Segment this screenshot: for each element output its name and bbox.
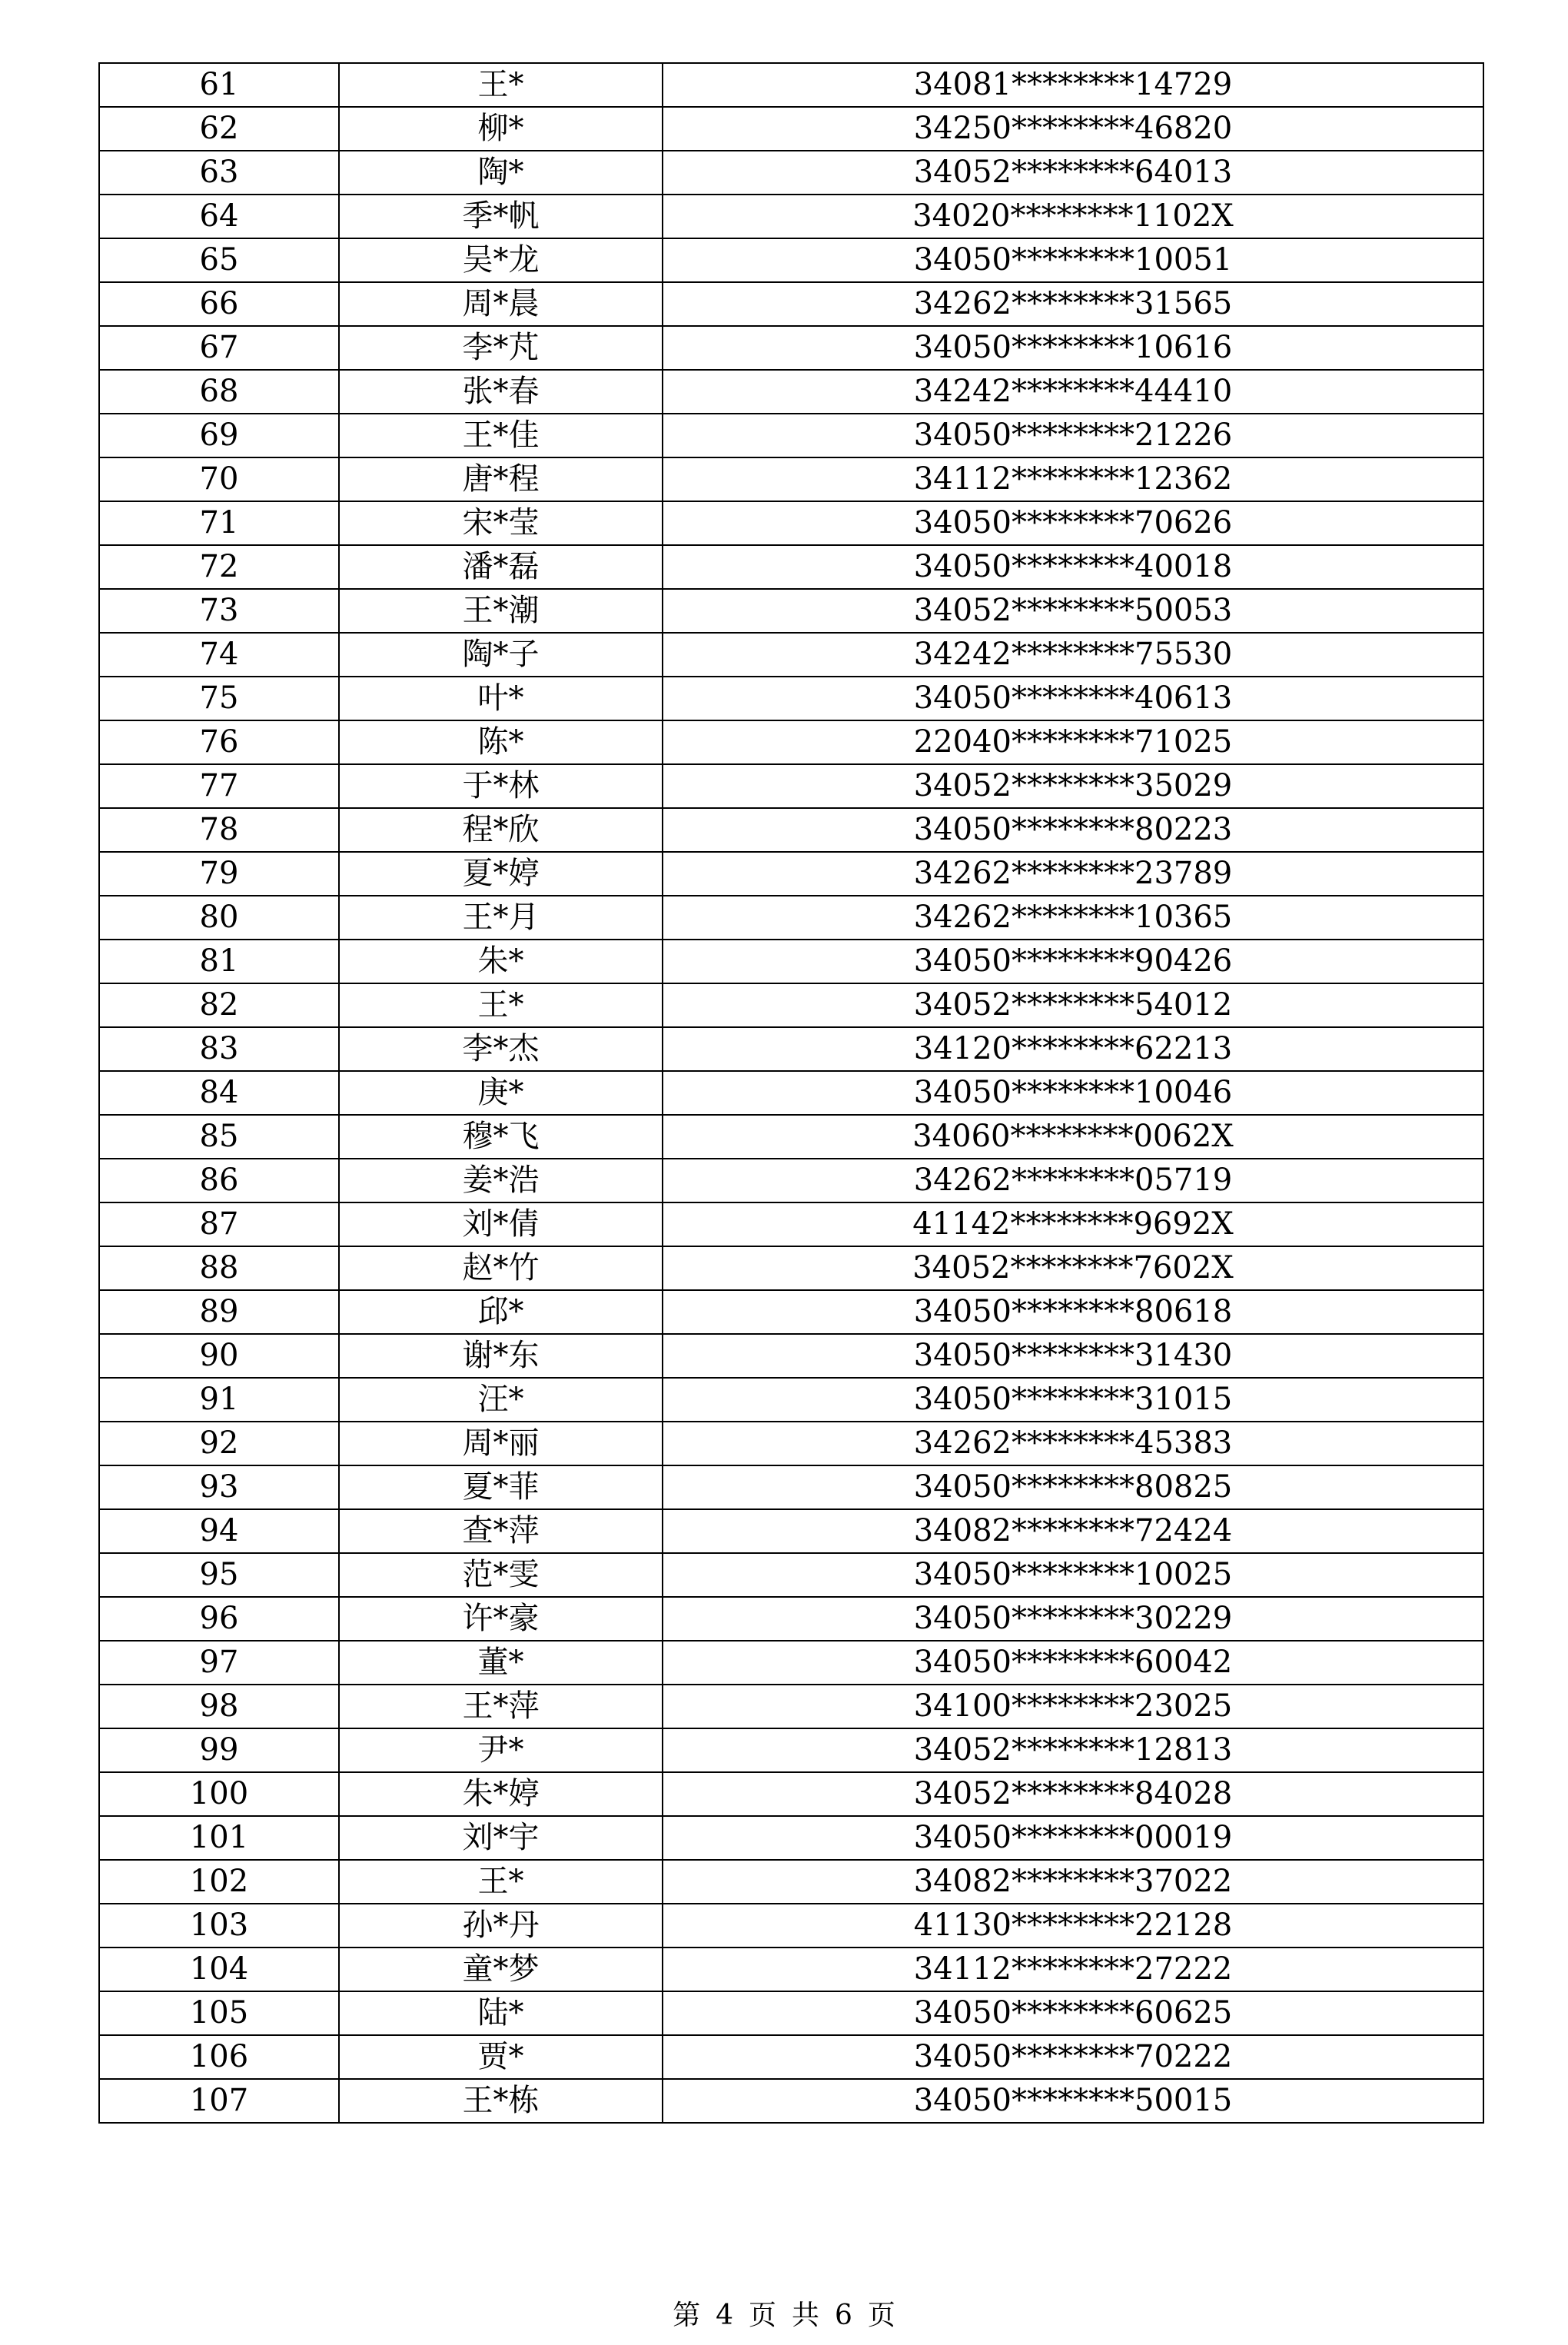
name-cell: 尹* [339, 1728, 663, 1772]
name-cell: 柳* [339, 107, 663, 151]
table-row [99, 677, 1483, 720]
id-number-cell: 34050********60625 [663, 1991, 1483, 2035]
row-number-cell: 104 [99, 1948, 339, 1991]
id-number-cell: 34050********21226 [663, 414, 1483, 457]
name-cell: 李*芃 [339, 326, 663, 370]
row-number-cell: 88 [99, 1246, 339, 1290]
row-number-cell: 83 [99, 1027, 339, 1071]
row-number-cell: 82 [99, 983, 339, 1027]
row-number-cell: 94 [99, 1509, 339, 1553]
name-cell: 贾* [339, 2035, 663, 2079]
id-number-cell: 34050********30229 [663, 1597, 1483, 1641]
name-cell: 王* [339, 1860, 663, 1904]
footer-total-unit: 页 [867, 2300, 895, 2331]
row-number-cell: 80 [99, 896, 339, 940]
id-number-cell: 34052********7602X [663, 1246, 1483, 1290]
name-cell: 刘*宇 [339, 1816, 663, 1860]
table-row [99, 896, 1483, 940]
table-row [99, 195, 1483, 238]
row-number-cell: 91 [99, 1378, 339, 1422]
table-row [99, 1641, 1483, 1685]
table-row [99, 1465, 1483, 1509]
name-cell: 查*萍 [339, 1509, 663, 1553]
table-row [99, 151, 1483, 195]
footer-page-unit: 页 [748, 2300, 776, 2331]
name-cell: 刘*倩 [339, 1202, 663, 1246]
table-row [99, 326, 1483, 370]
id-number-cell: 34100********23025 [663, 1685, 1483, 1728]
name-cell: 王*月 [339, 896, 663, 940]
table-row [99, 1422, 1483, 1465]
row-number-cell: 90 [99, 1334, 339, 1378]
name-cell: 谢*东 [339, 1334, 663, 1378]
id-number-cell: 34050********10616 [663, 326, 1483, 370]
id-number-cell: 34112********27222 [663, 1948, 1483, 1991]
table-row [99, 589, 1483, 633]
row-number-cell: 102 [99, 1860, 339, 1904]
name-cell: 孙*丹 [339, 1904, 663, 1948]
table-row [99, 2035, 1483, 2079]
table-row [99, 2079, 1483, 2123]
table-row [99, 282, 1483, 326]
name-cell: 朱*婷 [339, 1772, 663, 1816]
name-cell: 叶* [339, 677, 663, 720]
row-number-cell: 103 [99, 1904, 339, 1948]
id-number-cell: 34060********0062X [663, 1115, 1483, 1159]
name-cell: 王* [339, 63, 663, 107]
name-cell: 童*梦 [339, 1948, 663, 1991]
roster-table [98, 62, 1484, 2124]
name-cell: 程*欣 [339, 808, 663, 852]
id-number-cell: 34050********40018 [663, 545, 1483, 589]
name-cell: 王*萍 [339, 1685, 663, 1728]
table-row [99, 414, 1483, 457]
roster-table-container [98, 62, 1483, 2124]
table-row [99, 852, 1483, 896]
row-number-cell: 78 [99, 808, 339, 852]
table-row [99, 238, 1483, 282]
row-number-cell: 84 [99, 1071, 339, 1115]
name-cell: 于*林 [339, 764, 663, 808]
id-number-cell: 34250********46820 [663, 107, 1483, 151]
table-row [99, 1553, 1483, 1597]
table-row [99, 1685, 1483, 1728]
table-row [99, 63, 1483, 107]
table-row [99, 457, 1483, 501]
id-number-cell: 34052********64013 [663, 151, 1483, 195]
row-number-cell: 97 [99, 1641, 339, 1685]
table-row [99, 633, 1483, 677]
id-number-cell: 34052********12813 [663, 1728, 1483, 1772]
name-cell: 夏*菲 [339, 1465, 663, 1509]
name-cell: 庚* [339, 1071, 663, 1115]
table-row [99, 808, 1483, 852]
name-cell: 王*佳 [339, 414, 663, 457]
name-cell: 李*杰 [339, 1027, 663, 1071]
table-row [99, 1904, 1483, 1948]
id-number-cell: 34050********70222 [663, 2035, 1483, 2079]
row-number-cell: 98 [99, 1685, 339, 1728]
id-number-cell: 34050********31430 [663, 1334, 1483, 1378]
id-number-cell: 34050********80618 [663, 1290, 1483, 1334]
id-number-cell: 34262********23789 [663, 852, 1483, 896]
name-cell: 许*豪 [339, 1597, 663, 1641]
table-row [99, 545, 1483, 589]
name-cell: 陶*子 [339, 633, 663, 677]
name-cell: 王* [339, 983, 663, 1027]
row-number-cell: 101 [99, 1816, 339, 1860]
table-row [99, 940, 1483, 983]
id-number-cell: 34050********90426 [663, 940, 1483, 983]
name-cell: 吴*龙 [339, 238, 663, 282]
table-row [99, 1334, 1483, 1378]
name-cell: 季*帆 [339, 195, 663, 238]
id-number-cell: 34082********72424 [663, 1509, 1483, 1553]
name-cell: 董* [339, 1641, 663, 1685]
id-number-cell: 34050********60042 [663, 1641, 1483, 1685]
id-number-cell: 34020********1102X [663, 195, 1483, 238]
row-number-cell: 79 [99, 852, 339, 896]
row-number-cell: 62 [99, 107, 339, 151]
name-cell: 王*栋 [339, 2079, 663, 2123]
id-number-cell: 34052********35029 [663, 764, 1483, 808]
table-row [99, 1816, 1483, 1860]
roster-table-body [99, 63, 1483, 2123]
name-cell: 王*潮 [339, 589, 663, 633]
row-number-cell: 65 [99, 238, 339, 282]
id-number-cell: 34050********80223 [663, 808, 1483, 852]
row-number-cell: 99 [99, 1728, 339, 1772]
id-number-cell: 41130********22128 [663, 1904, 1483, 1948]
id-number-cell: 34050********31015 [663, 1378, 1483, 1422]
table-row [99, 1860, 1483, 1904]
id-number-cell: 34050********70626 [663, 501, 1483, 545]
id-number-cell: 34120********62213 [663, 1027, 1483, 1071]
row-number-cell: 100 [99, 1772, 339, 1816]
footer-total-pages: 6 [835, 2300, 852, 2331]
row-number-cell: 81 [99, 940, 339, 983]
row-number-cell: 96 [99, 1597, 339, 1641]
table-row [99, 1597, 1483, 1641]
id-number-cell: 22040********71025 [663, 720, 1483, 764]
id-number-cell: 34242********44410 [663, 370, 1483, 414]
table-row [99, 1071, 1483, 1115]
table-row [99, 1948, 1483, 1991]
id-number-cell: 34262********31565 [663, 282, 1483, 326]
table-row [99, 1159, 1483, 1202]
name-cell: 陆* [339, 1991, 663, 2035]
name-cell: 姜*浩 [339, 1159, 663, 1202]
name-cell: 范*雯 [339, 1553, 663, 1597]
row-number-cell: 69 [99, 414, 339, 457]
id-number-cell: 34052********54012 [663, 983, 1483, 1027]
row-number-cell: 89 [99, 1290, 339, 1334]
row-number-cell: 67 [99, 326, 339, 370]
name-cell: 张*春 [339, 370, 663, 414]
id-number-cell: 34082********37022 [663, 1860, 1483, 1904]
row-number-cell: 107 [99, 2079, 339, 2123]
name-cell: 汪* [339, 1378, 663, 1422]
table-row [99, 1509, 1483, 1553]
id-number-cell: 34262********05719 [663, 1159, 1483, 1202]
id-number-cell: 41142********9692X [663, 1202, 1483, 1246]
name-cell: 夏*婷 [339, 852, 663, 896]
row-number-cell: 87 [99, 1202, 339, 1246]
row-number-cell: 85 [99, 1115, 339, 1159]
id-number-cell: 34262********45383 [663, 1422, 1483, 1465]
table-row [99, 764, 1483, 808]
name-cell: 穆*飞 [339, 1115, 663, 1159]
id-number-cell: 34050********10025 [663, 1553, 1483, 1597]
row-number-cell: 92 [99, 1422, 339, 1465]
footer-total-label: 共 [792, 2300, 820, 2331]
table-row [99, 1378, 1483, 1422]
table-row [99, 1290, 1483, 1334]
id-number-cell: 34050********10051 [663, 238, 1483, 282]
row-number-cell: 95 [99, 1553, 339, 1597]
row-number-cell: 70 [99, 457, 339, 501]
table-row [99, 1728, 1483, 1772]
table-row [99, 1991, 1483, 2035]
footer-page-number: 4 [716, 2300, 733, 2331]
id-number-cell: 34112********12362 [663, 457, 1483, 501]
id-number-cell: 34052********50053 [663, 589, 1483, 633]
id-number-cell: 34050********80825 [663, 1465, 1483, 1509]
footer-prefix: 第 [673, 2300, 701, 2331]
table-row [99, 1246, 1483, 1290]
row-number-cell: 93 [99, 1465, 339, 1509]
table-row [99, 1115, 1483, 1159]
id-number-cell: 34050********40613 [663, 677, 1483, 720]
id-number-cell: 34050********50015 [663, 2079, 1483, 2123]
page-footer [0, 2299, 1568, 2333]
row-number-cell: 105 [99, 1991, 339, 2035]
table-row [99, 370, 1483, 414]
name-cell: 唐*程 [339, 457, 663, 501]
row-number-cell: 75 [99, 677, 339, 720]
id-number-cell: 34050********10046 [663, 1071, 1483, 1115]
table-row [99, 983, 1483, 1027]
table-row [99, 720, 1483, 764]
table-row [99, 501, 1483, 545]
name-cell: 朱* [339, 940, 663, 983]
row-number-cell: 74 [99, 633, 339, 677]
id-number-cell: 34050********00019 [663, 1816, 1483, 1860]
row-number-cell: 73 [99, 589, 339, 633]
row-number-cell: 86 [99, 1159, 339, 1202]
id-number-cell: 34052********84028 [663, 1772, 1483, 1816]
row-number-cell: 77 [99, 764, 339, 808]
row-number-cell: 64 [99, 195, 339, 238]
name-cell: 陈* [339, 720, 663, 764]
name-cell: 赵*竹 [339, 1246, 663, 1290]
row-number-cell: 76 [99, 720, 339, 764]
table-row [99, 1202, 1483, 1246]
row-number-cell: 106 [99, 2035, 339, 2079]
row-number-cell: 68 [99, 370, 339, 414]
row-number-cell: 63 [99, 151, 339, 195]
name-cell: 宋*莹 [339, 501, 663, 545]
table-row [99, 1772, 1483, 1816]
name-cell: 潘*磊 [339, 545, 663, 589]
id-number-cell: 34262********10365 [663, 896, 1483, 940]
row-number-cell: 72 [99, 545, 339, 589]
row-number-cell: 66 [99, 282, 339, 326]
name-cell: 陶* [339, 151, 663, 195]
name-cell: 周*晨 [339, 282, 663, 326]
id-number-cell: 34081********14729 [663, 63, 1483, 107]
name-cell: 邱* [339, 1290, 663, 1334]
row-number-cell: 61 [99, 63, 339, 107]
table-row [99, 107, 1483, 151]
table-row [99, 1027, 1483, 1071]
name-cell: 周*丽 [339, 1422, 663, 1465]
id-number-cell: 34242********75530 [663, 633, 1483, 677]
row-number-cell: 71 [99, 501, 339, 545]
